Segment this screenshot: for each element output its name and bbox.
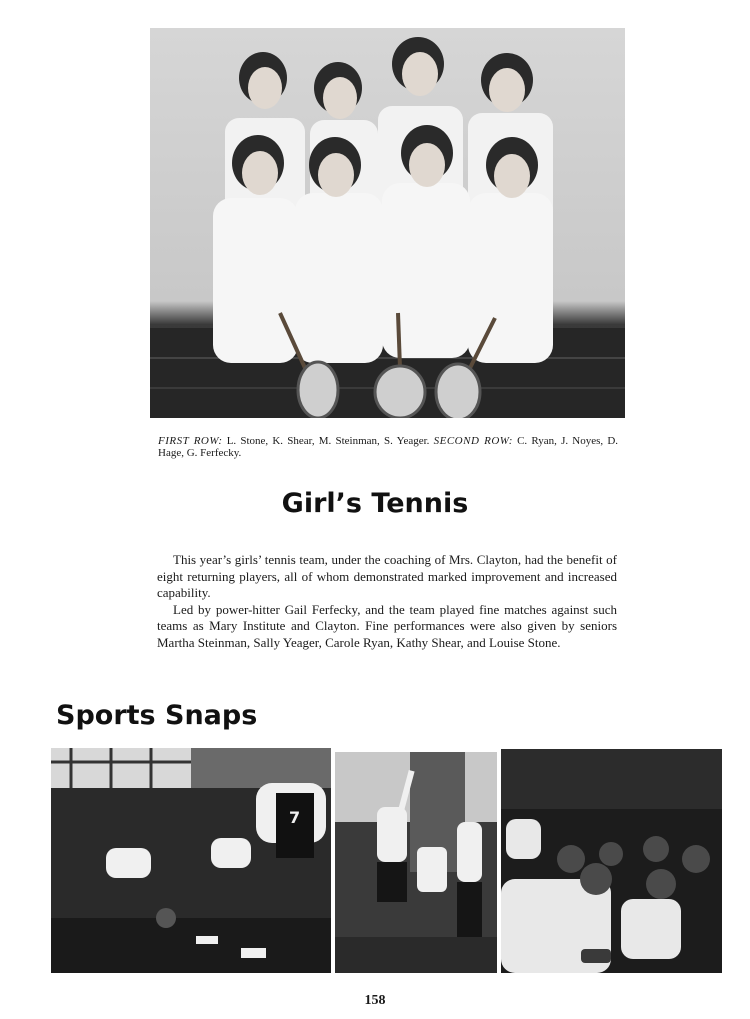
caption-second-row-label: SECOND ROW: <box>433 435 513 447</box>
snap-photo-jump-ball <box>335 752 497 973</box>
snap-photo-crowd <box>501 749 722 973</box>
caption-second-row-names: C. Ryan, J. Noyes, D. Hage, G. Ferfecky. <box>158 435 619 459</box>
jersey-number: 7 <box>289 808 301 827</box>
article-body <box>157 552 617 651</box>
snap-photo-basketball <box>51 748 331 973</box>
article-paragraph: Led by power-hitter Gail Ferfecky, and the team played fine matches against such teams as Mary Institute and Clayton. Fine performances were also given by seniors Martha Steinman, Sally Yeager, Carole Ryan, Kathy Shear, and Louise Stone. <box>157 601 617 650</box>
caption-first-row-names: L. Stone, K. Shear, M. Steinman, S. Yeager. <box>226 435 430 447</box>
team-photo <box>150 28 625 418</box>
snap-1-illustration <box>51 748 331 973</box>
article-paragraph: This year’s girls’ tennis team, under the coaching of Mrs. Clayton, had the benefit of eight returning players, all of whom demonstrated marked improvement and increased capability. <box>157 552 617 600</box>
sports-snaps-title: Sports Snaps <box>56 700 258 731</box>
page-number: 158 <box>364 993 386 1008</box>
team-photo-caption <box>158 435 618 459</box>
article-title: Girl’s Tennis <box>281 488 469 519</box>
team-photo-illustration <box>150 28 625 418</box>
snap-3-illustration <box>501 749 722 973</box>
caption-first-row-label: FIRST ROW: <box>158 435 223 447</box>
snap-2-illustration <box>335 752 497 973</box>
